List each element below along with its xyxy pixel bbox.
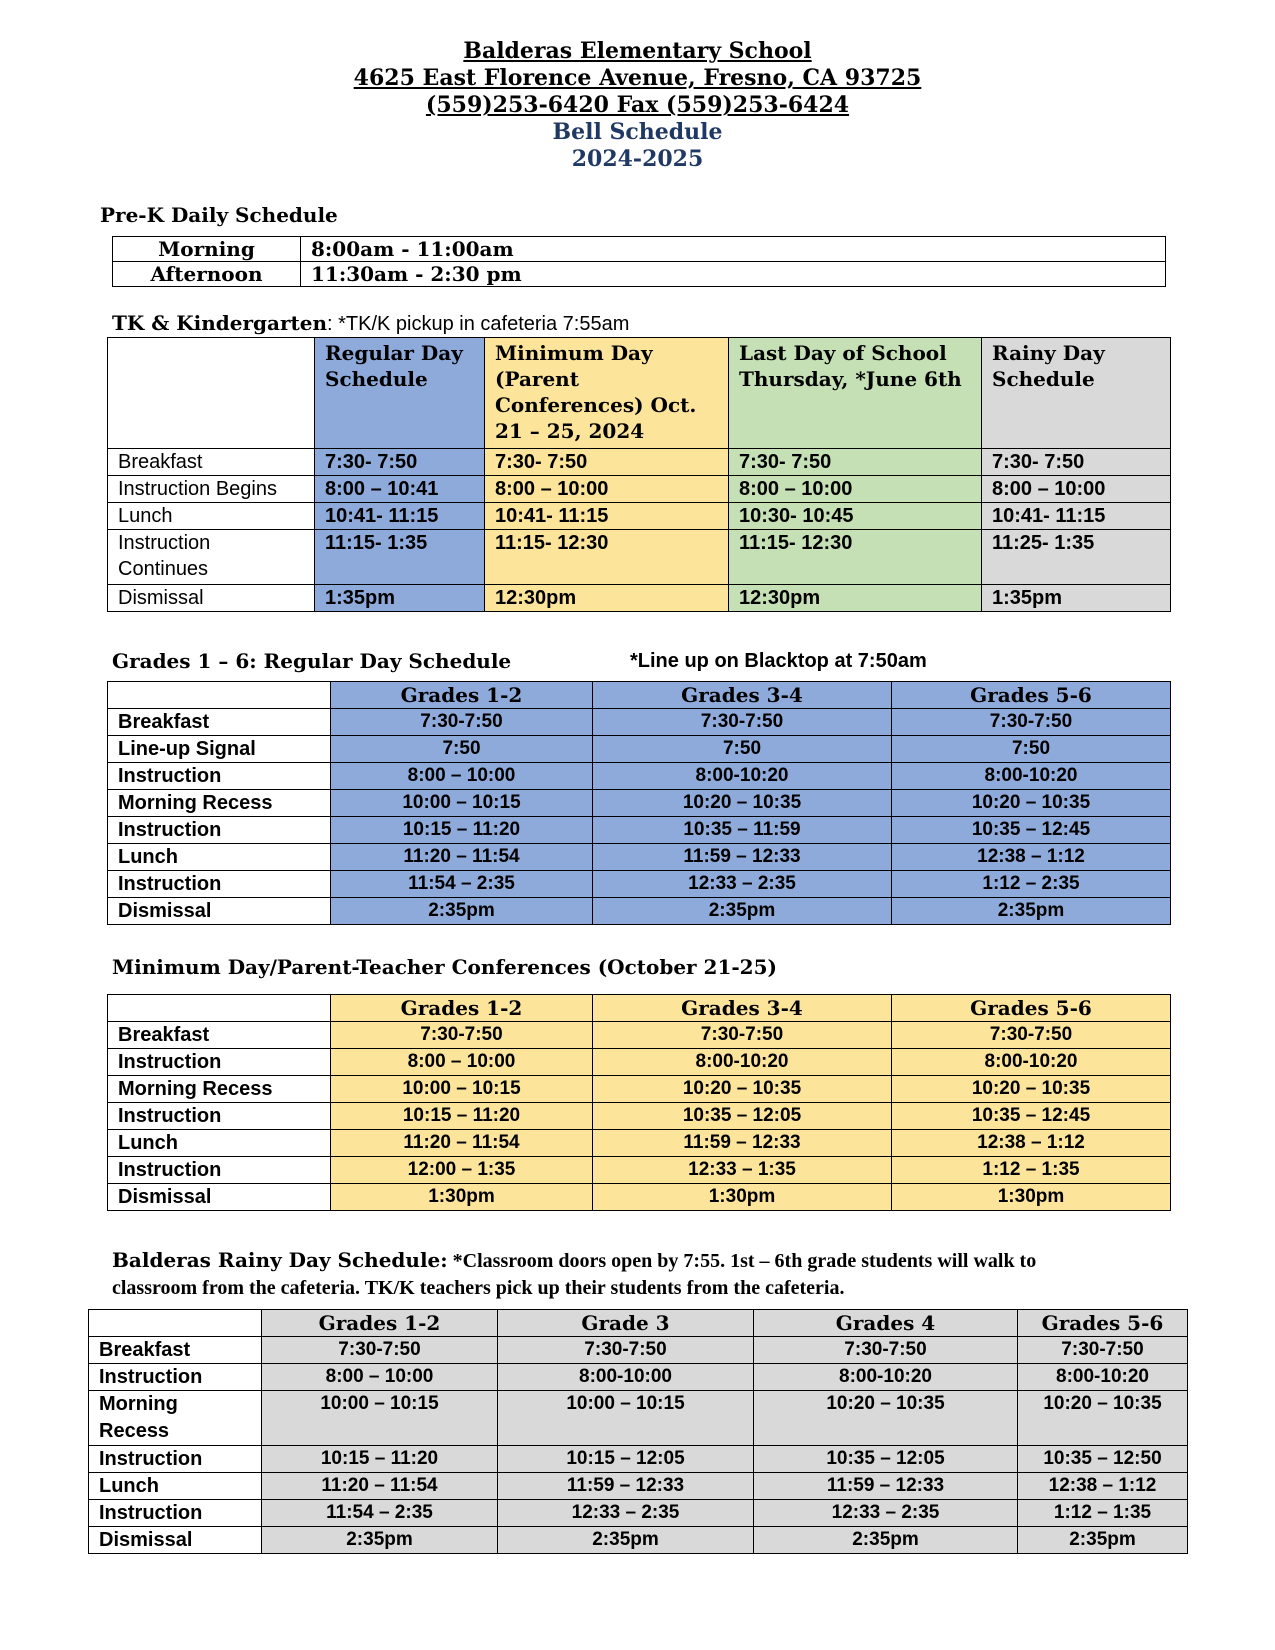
table-row: [113, 237, 1166, 262]
cell: 10:15 – 11:20: [331, 1103, 593, 1130]
cell: 8:00-10:20: [754, 1364, 1018, 1391]
cell: 10:20 – 10:35: [754, 1391, 1018, 1446]
row-label: Lunch: [108, 503, 315, 530]
cell: 8:00 – 10:00: [485, 476, 729, 503]
row-label: Lunch: [108, 1130, 331, 1157]
table-row: [89, 1391, 1188, 1446]
cell: 11:15- 12:30: [729, 530, 982, 585]
table-row: [108, 898, 1171, 925]
rainy-note-line2: classroom from the cafeteria. TK/K teachers pick up their students from the cafeteria.: [112, 1277, 845, 1299]
table-row: [108, 709, 1171, 736]
cell: 11:59 – 12:33: [498, 1473, 754, 1500]
cell: 11:59 – 12:33: [593, 1130, 892, 1157]
cell: 8:00 – 10:00: [262, 1364, 498, 1391]
cell: 2:35pm: [262, 1527, 498, 1554]
row-label: Instruction: [108, 1103, 331, 1130]
cell: 10:00 – 10:15: [262, 1391, 498, 1446]
cell: 11:20 – 11:54: [331, 1130, 593, 1157]
minimum-col-header: Grades 1-2: [331, 995, 593, 1022]
table-row: [108, 844, 1171, 871]
cell: 8:00-10:20: [593, 1049, 892, 1076]
cell: 8:00 – 10:00: [331, 763, 593, 790]
row-label: Instruction Begins: [108, 476, 315, 503]
table-row: [108, 503, 1171, 530]
rainy-note-line1: *Classroom doors open by 7:55. 1st – 6th grade students will walk to: [452, 1250, 1037, 1272]
regular-col-header: Grades 3-4: [593, 682, 892, 709]
rainy-table: [88, 1309, 1188, 1554]
row-label: Instruction: [108, 1049, 331, 1076]
table-row: [108, 682, 1171, 709]
table-row: [108, 1157, 1171, 1184]
tk-heading: TK & Kindergarten: [112, 311, 327, 335]
prek-table: [112, 236, 1166, 287]
cell: 8:00 – 10:41: [315, 476, 485, 503]
cell: 12:30pm: [485, 585, 729, 612]
minimum-heading: Minimum Day/Parent-Teacher Conferences (October 21-25): [112, 955, 777, 979]
cell: 1:12 – 1:35: [1018, 1500, 1188, 1527]
table-row: [108, 763, 1171, 790]
cell: 11:15- 1:35: [315, 530, 485, 585]
row-label: Instruction: [89, 1364, 262, 1391]
cell: 8:00-10:00: [498, 1364, 754, 1391]
cell: 10:20 – 10:35: [593, 1076, 892, 1103]
row-label: Lunch: [108, 844, 331, 871]
row-label: Breakfast: [108, 1022, 331, 1049]
row-label: Dismissal: [108, 898, 331, 925]
cell: 1:35pm: [315, 585, 485, 612]
row-label: Dismissal: [108, 585, 315, 612]
prek-label: Afternoon: [113, 262, 301, 287]
cell: 12:38 – 1:12: [892, 1130, 1171, 1157]
row-label: Instruction: [108, 763, 331, 790]
school-address: 4625 East Florence Avenue, Fresno, CA 93725: [353, 65, 922, 91]
cell: 1:30pm: [331, 1184, 593, 1211]
prek-time: 8:00am - 11:00am: [301, 237, 1166, 262]
row-label: Instruction: [108, 871, 331, 898]
cell: 7:30-7:50: [262, 1337, 498, 1364]
table-row: [108, 1049, 1171, 1076]
row-label: Morning Recess: [108, 790, 331, 817]
cell: 1:35pm: [982, 585, 1171, 612]
rainy-col-header: Grades 5-6: [1018, 1310, 1188, 1337]
table-row: [108, 790, 1171, 817]
table-row: [108, 449, 1171, 476]
cell: 12:38 – 1:12: [1018, 1473, 1188, 1500]
cell: 1:30pm: [892, 1184, 1171, 1211]
minimum-table: [107, 994, 1171, 1211]
cell: 12:33 – 2:35: [593, 871, 892, 898]
cell: 11:54 – 2:35: [262, 1500, 498, 1527]
tk-table: [107, 337, 1171, 612]
cell: 7:30- 7:50: [729, 449, 982, 476]
table-row: [89, 1446, 1188, 1473]
prek-label: Morning: [113, 237, 301, 262]
table-row: [89, 1500, 1188, 1527]
prek-heading: Pre-K Daily Schedule: [100, 203, 338, 227]
table-row: [108, 476, 1171, 503]
row-label: Morning Recess: [89, 1391, 262, 1446]
school-year: 2024-2025: [571, 146, 704, 172]
row-label: Line-up Signal: [108, 736, 331, 763]
cell: 10:41- 11:15: [485, 503, 729, 530]
row-label: Instruction: [108, 1157, 331, 1184]
rainy-col-header: Grades 1-2: [262, 1310, 498, 1337]
cell: 8:00-10:20: [1018, 1364, 1188, 1391]
row-label: Instruction Continues: [108, 530, 315, 585]
table-row: [108, 995, 1171, 1022]
cell: 11:25- 1:35: [982, 530, 1171, 585]
row-label: Dismissal: [89, 1527, 262, 1554]
cell: 8:00-10:20: [892, 763, 1171, 790]
table-row: [89, 1310, 1188, 1337]
cell: 10:35 – 12:45: [892, 1103, 1171, 1130]
empty-cell: [108, 682, 331, 709]
cell: 8:00 – 10:00: [982, 476, 1171, 503]
cell: 7:50: [892, 736, 1171, 763]
cell: 2:35pm: [892, 898, 1171, 925]
cell: 10:00 – 10:15: [331, 790, 593, 817]
table-row: [108, 1130, 1171, 1157]
regular-col-header: Grades 1-2: [331, 682, 593, 709]
tk-col-header: Minimum Day (Parent Conferences) Oct. 21 – 25, 2024: [485, 338, 729, 449]
table-row: [108, 736, 1171, 763]
cell: 7:30-7:50: [498, 1337, 754, 1364]
cell: 2:35pm: [1018, 1527, 1188, 1554]
cell: 10:20 – 10:35: [593, 790, 892, 817]
table-row: [108, 585, 1171, 612]
cell: 7:30-7:50: [892, 1022, 1171, 1049]
minimum-col-header: Grades 3-4: [593, 995, 892, 1022]
tk-note: : *TK/K pickup in cafeteria 7:55am: [327, 313, 630, 335]
row-label: Lunch: [89, 1473, 262, 1500]
cell: 8:00 – 10:00: [729, 476, 982, 503]
empty-cell: [108, 338, 315, 449]
row-label: Breakfast: [89, 1337, 262, 1364]
cell: 10:00 – 10:15: [498, 1391, 754, 1446]
cell: 10:20 – 10:35: [892, 790, 1171, 817]
cell: 7:30-7:50: [892, 709, 1171, 736]
rainy-col-header: Grades 4: [754, 1310, 1018, 1337]
table-row: [113, 262, 1166, 287]
cell: 10:00 – 10:15: [331, 1076, 593, 1103]
cell: 11:20 – 11:54: [331, 844, 593, 871]
table-row: [108, 1184, 1171, 1211]
regular-col-header: Grades 5-6: [892, 682, 1171, 709]
row-label: Instruction: [108, 817, 331, 844]
row-label: Breakfast: [108, 709, 331, 736]
empty-cell: [89, 1310, 262, 1337]
table-row: [108, 871, 1171, 898]
cell: 7:30-7:50: [331, 709, 593, 736]
table-row: [89, 1473, 1188, 1500]
cell: 10:41- 11:15: [982, 503, 1171, 530]
rainy-col-header: Grade 3: [498, 1310, 754, 1337]
cell: 10:15 – 11:20: [262, 1446, 498, 1473]
school-phone: (559)253-6420 Fax (559)253-6424: [425, 92, 850, 118]
cell: 7:50: [593, 736, 892, 763]
row-label: Instruction: [89, 1500, 262, 1527]
cell: 11:15- 12:30: [485, 530, 729, 585]
cell: 11:54 – 2:35: [331, 871, 593, 898]
cell: 1:12 – 2:35: [892, 871, 1171, 898]
document-title: Bell Schedule: [552, 119, 723, 145]
minimum-col-header: Grades 5-6: [892, 995, 1171, 1022]
table-row: [89, 1527, 1188, 1554]
school-name: Balderas Elementary School: [463, 38, 812, 64]
rainy-heading-block: [112, 1247, 1172, 1302]
cell: 7:30- 7:50: [485, 449, 729, 476]
cell: 7:30- 7:50: [315, 449, 485, 476]
cell: 2:35pm: [498, 1527, 754, 1554]
cell: 11:59 – 12:33: [593, 844, 892, 871]
cell: 2:35pm: [331, 898, 593, 925]
cell: 7:50: [331, 736, 593, 763]
table-row: [89, 1364, 1188, 1391]
cell: 1:30pm: [593, 1184, 892, 1211]
cell: 11:59 – 12:33: [754, 1473, 1018, 1500]
row-label: Dismissal: [108, 1184, 331, 1211]
cell: 10:20 – 10:35: [1018, 1391, 1188, 1446]
cell: 10:35 – 12:05: [593, 1103, 892, 1130]
cell: 7:30-7:50: [754, 1337, 1018, 1364]
cell: 12:30pm: [729, 585, 982, 612]
cell: 1:12 – 1:35: [892, 1157, 1171, 1184]
cell: 7:30-7:50: [593, 709, 892, 736]
cell: 10:15 – 12:05: [498, 1446, 754, 1473]
table-row: [108, 1076, 1171, 1103]
empty-cell: [108, 995, 331, 1022]
cell: 8:00-10:20: [593, 763, 892, 790]
rainy-heading: Balderas Rainy Day Schedule:: [112, 1248, 448, 1272]
tk-col-header: Rainy Day Schedule: [982, 338, 1171, 449]
cell: 12:33 – 1:35: [593, 1157, 892, 1184]
cell: 7:30-7:50: [593, 1022, 892, 1049]
cell: 7:30- 7:50: [982, 449, 1171, 476]
tk-col-header: Last Day of School Thursday, *June 6th: [729, 338, 982, 449]
cell: 12:33 – 2:35: [754, 1500, 1018, 1527]
cell: 10:20 – 10:35: [892, 1076, 1171, 1103]
tk-col-header: Regular Day Schedule: [315, 338, 485, 449]
cell: 10:41- 11:15: [315, 503, 485, 530]
cell: 11:20 – 11:54: [262, 1473, 498, 1500]
cell: 12:00 – 1:35: [331, 1157, 593, 1184]
table-row: [108, 817, 1171, 844]
cell: 10:35 – 12:50: [1018, 1446, 1188, 1473]
cell: 2:35pm: [754, 1527, 1018, 1554]
table-row: [108, 1103, 1171, 1130]
table-row: [108, 530, 1171, 585]
cell: 10:35 – 12:05: [754, 1446, 1018, 1473]
cell: 7:30-7:50: [1018, 1337, 1188, 1364]
regular-note: *Line up on Blacktop at 7:50am: [630, 650, 927, 672]
cell: 10:35 – 12:45: [892, 817, 1171, 844]
document-header: [0, 38, 1275, 173]
cell: 8:00 – 10:00: [331, 1049, 593, 1076]
cell: 2:35pm: [593, 898, 892, 925]
cell: 10:15 – 11:20: [331, 817, 593, 844]
row-label: Breakfast: [108, 449, 315, 476]
prek-time: 11:30am - 2:30 pm: [301, 262, 1166, 287]
regular-heading: Grades 1 – 6: Regular Day Schedule: [112, 649, 512, 673]
cell: 10:35 – 11:59: [593, 817, 892, 844]
cell: 7:30-7:50: [331, 1022, 593, 1049]
cell: 12:33 – 2:35: [498, 1500, 754, 1527]
table-row: [108, 1022, 1171, 1049]
cell: 10:30- 10:45: [729, 503, 982, 530]
table-row: [89, 1337, 1188, 1364]
cell: 8:00-10:20: [892, 1049, 1171, 1076]
row-label: Instruction: [89, 1446, 262, 1473]
regular-table: [107, 681, 1171, 925]
cell: 12:38 – 1:12: [892, 844, 1171, 871]
table-row: [108, 338, 1171, 449]
row-label: Morning Recess: [108, 1076, 331, 1103]
tk-heading-line: [112, 311, 629, 336]
